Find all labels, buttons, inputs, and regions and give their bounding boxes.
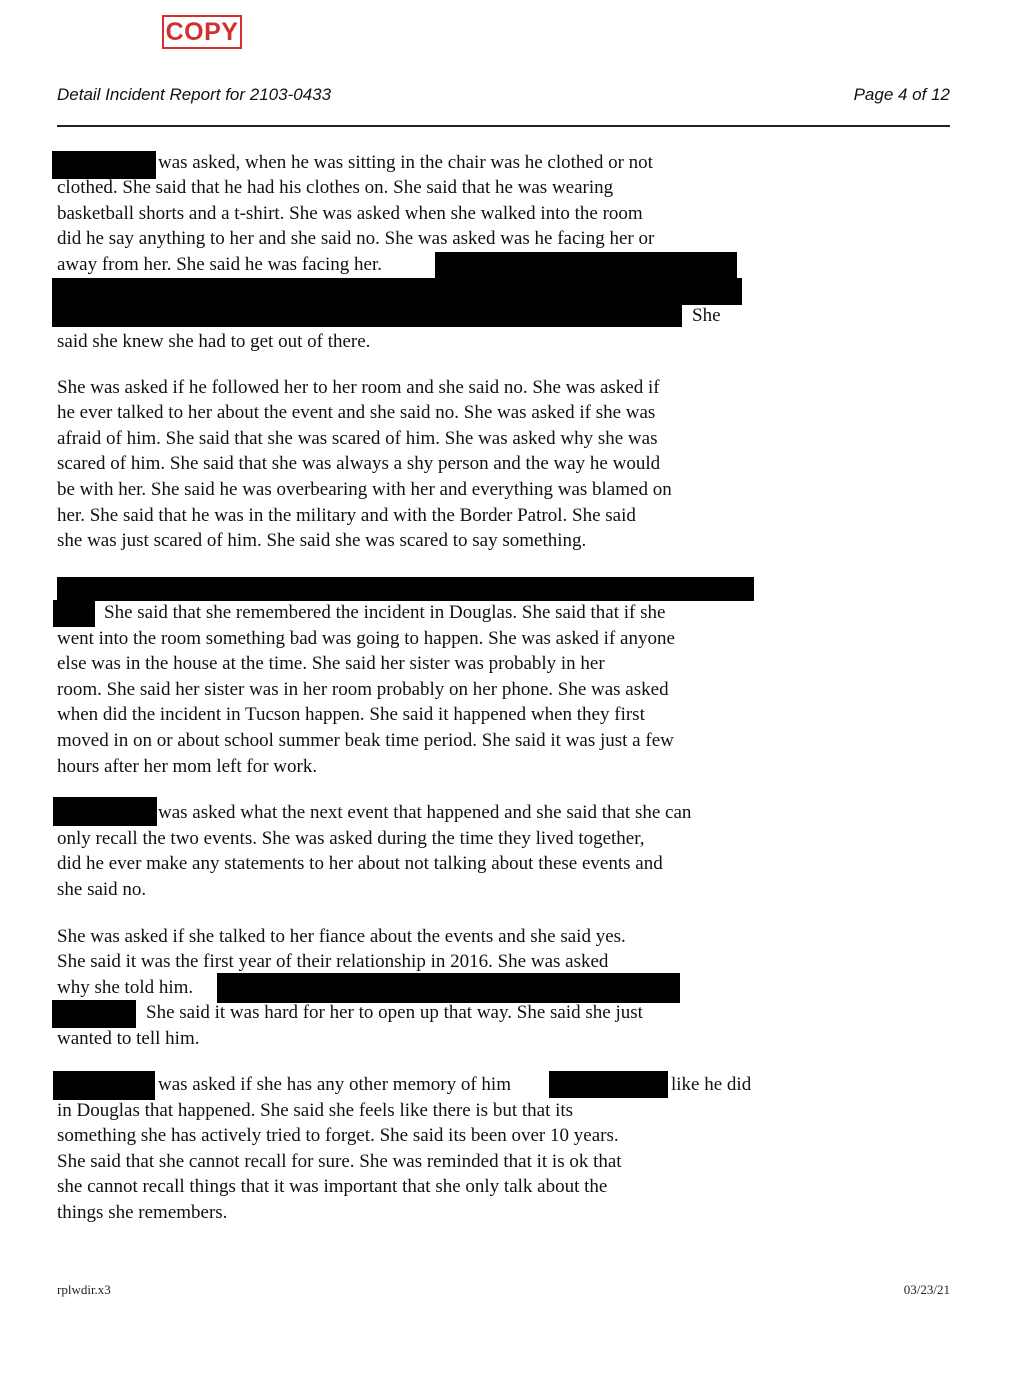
body-line: hours after her mom left for work. — [57, 756, 318, 777]
body-line: afraid of him. She said that she was scared of him. She was asked why she was — [57, 428, 658, 449]
body-line: said she knew she had to get out of there. — [57, 331, 371, 352]
body-line: She said it was hard for her to open up that way. She said she just — [146, 1002, 643, 1023]
body-line: scared of him. She said that she was always a shy person and the way he would — [57, 453, 661, 474]
body-line: went into the room something bad was going to happen. She was asked if anyone — [57, 628, 675, 649]
footer-date: 03/23/21 — [903, 1282, 950, 1297]
redaction-bar — [53, 600, 95, 627]
body-line: was asked, when he was sitting in the chair was he clothed or not — [158, 152, 653, 173]
body-line: she cannot recall things that it was important that she only talk about the — [57, 1176, 608, 1197]
body-line: She said that she cannot recall for sure. She was reminded that it is ok that — [57, 1151, 622, 1172]
redaction-bar — [53, 1071, 155, 1100]
body-line: else was in the house at the time. She said her sister was probably in her — [57, 653, 605, 674]
body-line: clothed. She said that he had his clothes on. She said that he was wearing — [57, 177, 614, 198]
body-line: things she remembers. — [57, 1202, 228, 1223]
body-line: did he say anything to her and she said no. She was asked was he facing her or — [57, 228, 655, 249]
body-line: moved in on or about school summer beak time period. She said it was just a few — [57, 730, 674, 751]
body-line: did he ever make any statements to her about not talking about these events and — [57, 853, 663, 874]
body-line: basketball shorts and a t-shirt. She was asked when she walked into the room — [57, 203, 643, 224]
redaction-bar — [52, 278, 742, 305]
redaction-bar — [53, 797, 157, 826]
body-line: something she has actively tried to forget. She said its been over 10 years. — [57, 1125, 619, 1146]
body-line: room. She said her sister was in her room probably on her phone. She was asked — [57, 679, 669, 700]
header-rule — [57, 125, 950, 127]
body-line: away from her. She said he was facing her. — [57, 254, 383, 275]
page-number: Page 4 of 12 — [853, 85, 950, 104]
body-line: why she told him. — [57, 977, 194, 998]
body-line: be with her. She said he was overbearing with her and everything was blamed on — [57, 479, 672, 500]
redaction-bar — [52, 1000, 136, 1028]
body-line: She said it was the first year of their relationship in 2016. She was asked — [57, 951, 609, 972]
body-line: only recall the two events. She was asked during the time they lived together, — [57, 828, 645, 849]
body-line: She — [692, 305, 721, 326]
copy-stamp: COPY — [162, 15, 242, 49]
redaction-bar — [57, 577, 754, 601]
body-line: he ever talked to her about the event and she said no. She was asked if she was — [57, 402, 656, 423]
body-line: She was asked if he followed her to her room and she said no. She was asked if — [57, 377, 660, 398]
body-line: like he did — [671, 1074, 752, 1095]
body-line: was asked what the next event that happened and she said that she can — [158, 802, 692, 823]
body-line: in Douglas that happened. She said she feels like there is but that its — [57, 1100, 574, 1121]
redaction-bar — [52, 151, 156, 179]
redaction-bar — [52, 303, 682, 327]
footer-form-id: rplwdir.x3 — [57, 1282, 111, 1297]
redaction-bar — [435, 252, 737, 279]
body-line: She was asked if she talked to her fiance about the events and she said yes. — [57, 926, 626, 947]
body-line: she was just scared of him. She said she was scared to say something. — [57, 530, 587, 551]
redaction-bar — [217, 973, 680, 1003]
body-line: her. She said that he was in the military and with the Border Patrol. She said — [57, 505, 636, 526]
body-line: wanted to tell him. — [57, 1028, 200, 1049]
body-line: was asked if she has any other memory of him — [158, 1074, 511, 1095]
report-title: Detail Incident Report for 2103-0433 — [57, 85, 332, 104]
body-line: she said no. — [57, 879, 147, 900]
redaction-bar — [549, 1071, 668, 1098]
body-line: when did the incident in Tucson happen. She said it happened when they first — [57, 704, 645, 725]
body-line: She said that she remembered the incident in Douglas. She said that if she — [104, 602, 666, 623]
